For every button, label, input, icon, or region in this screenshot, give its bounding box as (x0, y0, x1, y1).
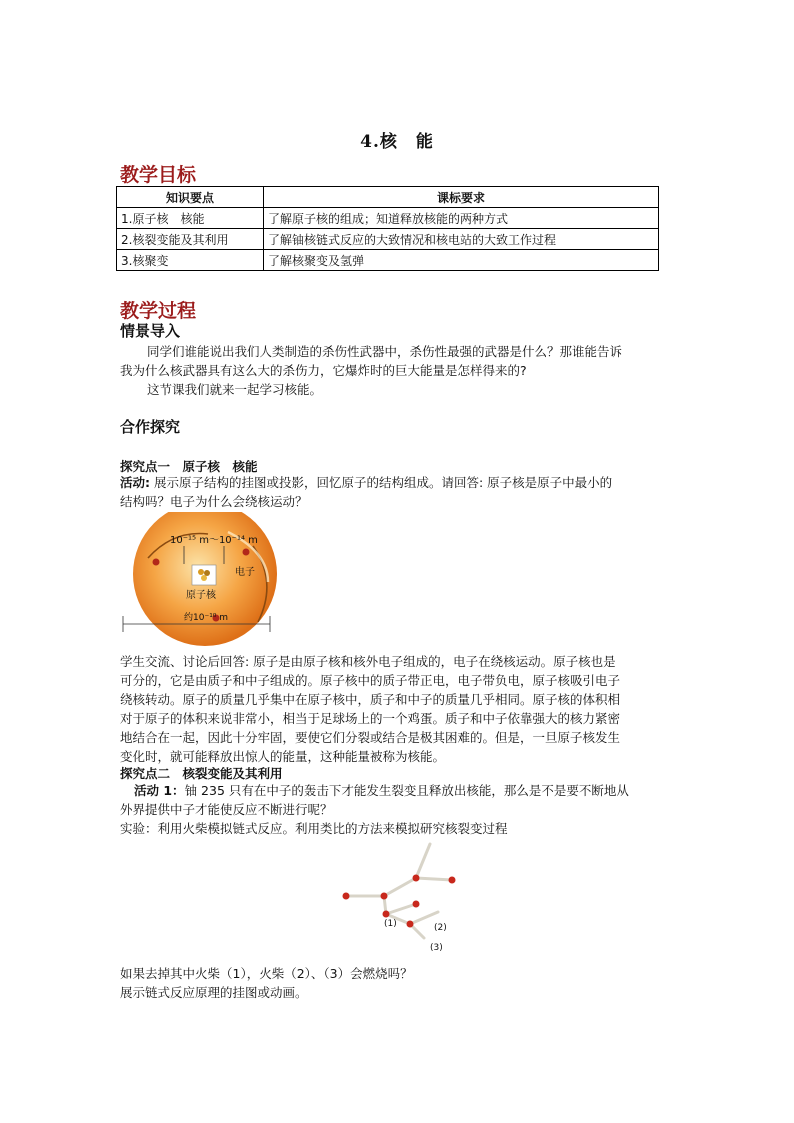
discussion-line: 学生交流、讨论后回答: 原子是由原子核和核外电子组成的，电子在绕核运动。原子核也是 (120, 654, 616, 669)
show-line: 展示链式反应原理的挂图或动画。 (120, 985, 308, 1000)
table-row (117, 250, 659, 271)
activity-text: 展示原子结构的挂图或投影，回忆原子的结构组成。请回答: 原子核是原子中最小的 (153, 475, 613, 490)
table-cell: 了解原子核的组成；知道释放核能的两种方式 (264, 208, 659, 229)
match-label-2: (2) (434, 923, 447, 933)
activity-label: 活动 1： (134, 783, 185, 798)
objectives-table (116, 186, 659, 271)
nucleus-label: 原子核 (186, 590, 216, 601)
page-title: 4.核 能 (360, 132, 434, 152)
activity-1-line-1 (120, 472, 612, 493)
match-label-3: (3) (430, 943, 443, 953)
electron-label: 电子 (235, 567, 255, 578)
section-teaching-process: 教学过程 (120, 300, 197, 322)
intro-line-2: 我为什么核武器具有这么大的杀伤力，它爆炸时的巨大能量是怎样得来的? (120, 363, 527, 378)
electron-dot (243, 549, 250, 556)
table-cell: 2.核裂变能及其利用 (117, 229, 264, 250)
discussion-line: 变化时，就可能释放出惊人的能量，这种能量被称为核能。 (120, 749, 446, 764)
intro-line-1: 同学们谁能说出我们人类制造的杀伤性武器中，杀伤性最强的武器是什么？那谁能告诉 (147, 344, 623, 359)
question-line: 如果去掉其中火柴（1），火柴（2）、（3）会燃烧吗？ (120, 966, 413, 981)
atom-size-label: 约10⁻¹⁰ m (184, 613, 229, 623)
match-label-1: (1) (384, 919, 397, 929)
table-cell: 了解铀核链式反应的大致情况和核电站的大致工作过程 (264, 229, 659, 250)
activity-2-line-1 (134, 780, 629, 801)
experiment-line: 实验：利用火柴模拟链式反应。利用类比的方法来模拟研究核裂变过程 (120, 821, 508, 836)
intro-line-3: 这节课我们就来一起学习核能。 (147, 382, 323, 397)
atom-structure-diagram (118, 512, 288, 650)
section-teaching-goals: 教学目标 (120, 164, 197, 186)
table-row (117, 208, 659, 229)
activity-1-line-2: 结构吗？电子为什么会绕核运动？ (120, 494, 308, 509)
intro-heading: 情景导入 (120, 322, 181, 340)
point-1-heading: 探究点一 原子核 核能 (120, 459, 258, 474)
activity-label: 活动: (120, 475, 150, 490)
nucleus-size-label: 10⁻¹⁵ m～10⁻¹⁴ m (170, 535, 258, 546)
discussion-line: 对于原子的体积来说非常小，相当于足球场上的一个鸡蛋。质子和中子依靠强大的核力紧密 (120, 711, 621, 726)
coop-heading: 合作探究 (120, 418, 181, 436)
match-chain-diagram (338, 838, 468, 960)
discussion-line: 绕核转动。原子的质量几乎集中在原子核中，质子和中子的质量几乎相同。原子核的体积相 (120, 692, 621, 707)
table-row (117, 229, 659, 250)
activity-text: 铀 235 只有在中子的轰击下才能发生裂变且释放出核能，那么是不是要不断地从 (184, 783, 629, 798)
table-header-row (117, 187, 659, 208)
table-header-cell: 知识要点 (117, 187, 264, 208)
discussion-line: 地结合在一起，因此十分牢固，要使它们分裂或结合是极其困难的。但是，一旦原子核发生 (120, 730, 621, 745)
table-header-cell: 课标要求 (264, 187, 659, 208)
discussion-line: 可分的，它是由质子和中子组成的。原子核中的质子带正电，电子带负电，原子核吸引电子 (120, 673, 621, 688)
table-cell: 1.原子核 核能 (117, 208, 264, 229)
activity-2-line-2: 外界提供中子才能使反应不断进行呢？ (120, 802, 333, 817)
nucleus-icon (192, 565, 216, 585)
table-cell: 了解核聚变及氢弹 (264, 250, 659, 271)
point-2-heading: 探究点二 核裂变能及其利用 (120, 766, 283, 781)
table-cell: 3.核聚变 (117, 250, 264, 271)
electron-dot (153, 559, 160, 566)
